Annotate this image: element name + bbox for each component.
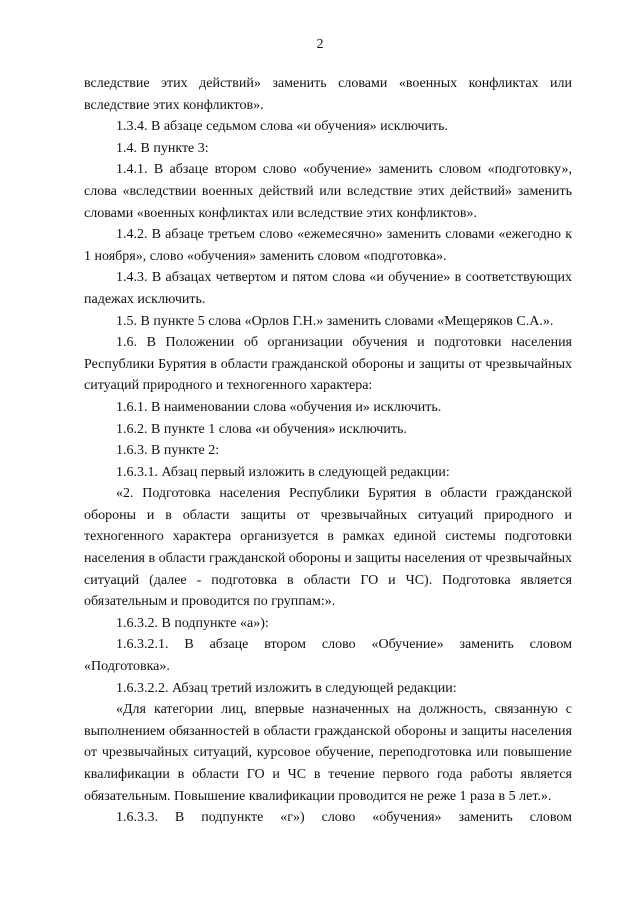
paragraph-1-4-1: 1.4.1. В абзаце втором слово «обучение» заменить словом «подготовку», слова «вследствии военных действий или вследствие этих действий» заменить словами «военных конфликтах или вследствие этих конфликтов». (84, 162, 572, 221)
paragraph-continuation: вследствие этих действий» заменить словами «военных конфликтах или вследствие этих конфликтов». (84, 76, 572, 113)
paragraph-1-6-3-3: 1.6.3.3. В подпункте «г») слово «обучения» заменить словом (116, 810, 572, 826)
paragraph-1-6-3: 1.6.3. В пункте 2: (116, 443, 220, 459)
paragraph-1-5: 1.5. В пункте 5 слова «Орлов Г.Н.» заменить словами «Мещеряков С.А.». (116, 313, 554, 329)
page-number: 2 (316, 37, 324, 52)
paragraph-quote-category: «Для категории лиц, впервые назначенных на должность, связанную с выполнением обязанностей в области гражданской обороны и защиты населения от чрезвычайных ситуаций, курсовое обучение, переподготовка или повышение квалификации в области ГО и ЧС в течение первого года работы является обязательным. Повышение квалификации проводится не реже 1 раза в 5 лет.». (84, 702, 572, 804)
paragraph-quote-2: «2. Подготовка населения Республики Бурятия в области гражданской обороны и в области защиты от чрезвычайных ситуаций природного и техногенного характера организуется в рамках единой системы подготовки населения в области гражданской обороны и защиты населения от чрезвычайных ситуаций (далее - подготовка в области ГО и ЧС). Подготовка является обязательным и проводится по группам:». (84, 486, 572, 610)
paragraph-1-6-3-1: 1.6.3.1. Абзац первый изложить в следующей редакции: (116, 464, 450, 480)
paragraph-1-6-2: 1.6.2. В пункте 1 слова «и обучения» исключить. (116, 421, 407, 437)
paragraph-1-3-4: 1.3.4. В абзаце седьмом слова «и обучения» исключить. (116, 119, 449, 135)
paragraph-1-4-3: 1.4.3. В абзацах четвертом и пятом слова «и обучение» в соответствующих падежах исключить. (84, 270, 572, 307)
paragraph-1-6: 1.6. В Положении об организации обучения и подготовки населения Республики Бурятия в области гражданской обороны и защиты от чрезвычайных ситуаций природного и техногенного характера: (84, 335, 572, 394)
paragraph-1-6-3-2: 1.6.3.2. В подпункте «а»): (116, 615, 269, 631)
document-body (84, 73, 572, 850)
paragraph-1-4: 1.4. В пункте 3: (116, 140, 209, 156)
paragraph-1-6-3-2-1: 1.6.3.2.1. В абзаце втором слово «Обучение» заменить словом «Подготовка». (84, 637, 572, 675)
paragraph-1-6-1: 1.6.1. В наименовании слова «обучения и» исключить. (116, 399, 442, 415)
paragraph-1-4-2: 1.4.2. В абзаце третьем слово «ежемесячно» заменить словами «ежегодно к 1 ноября», слово «обучения» заменить словом «подготовка». (84, 227, 572, 264)
paragraph-1-6-3-2-2: 1.6.3.2.2. Абзац третий изложить в следующей редакции: (116, 680, 457, 696)
